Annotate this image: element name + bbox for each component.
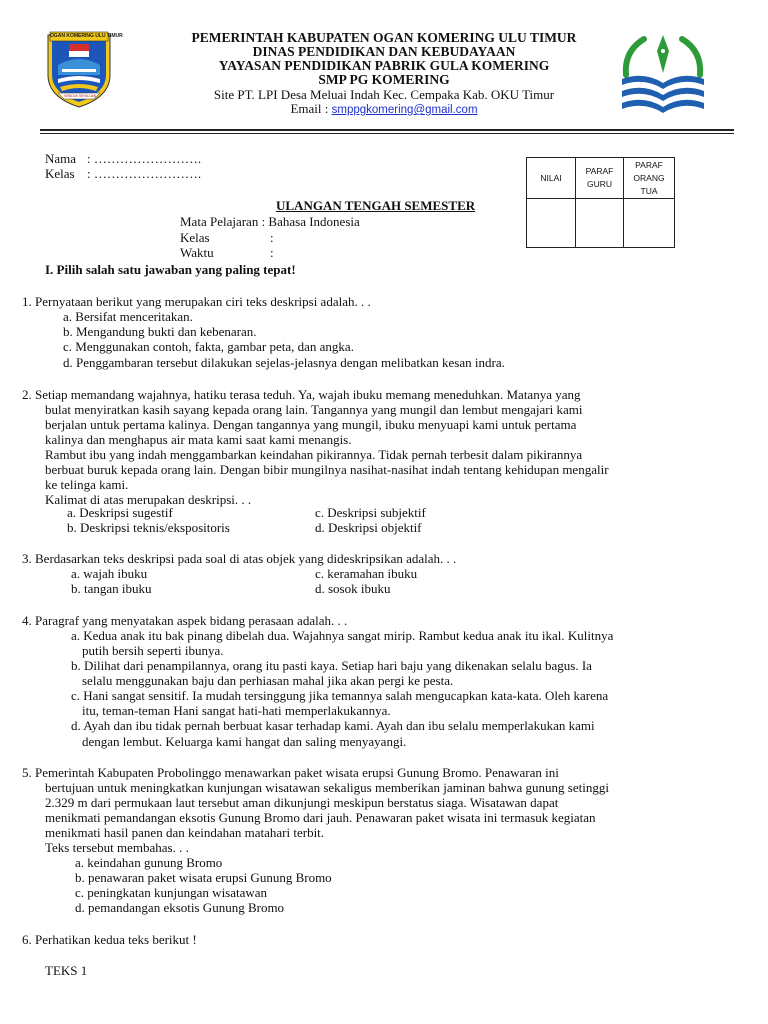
question-2-text-line5: Rambut ibu yang indah menggambarkan keindahan pikirannya. Tidak pernah terbesit dalam pikirannya	[45, 447, 583, 462]
question-2-text-line6: berbuat buruk kepada orang lain. Dengan bibir mungilnya nasihat-nasihat indah tentang kehidupan mengalir	[45, 462, 609, 477]
question-1-option-c[interactable]: c. Menggunakan contoh, fakta, gambar peta, dan angka.	[63, 339, 354, 354]
question-2-text-line1: 2. Setiap memandang wajahnya, hatiku terasa teduh. Ya, wajah ibuku memang meneduhkan. Matanya yang	[22, 387, 581, 402]
exam-class-label: Kelas	[180, 230, 210, 245]
header-department: DINAS PENDIDIKAN DAN KEBUDAYAAN	[252, 44, 516, 59]
question-6-text1-label: TEKS 1	[45, 963, 88, 978]
header-divider-thick	[40, 129, 734, 131]
student-name-value: : …………………….	[87, 151, 202, 166]
exam-title: ULANGAN TENGAH SEMESTER	[276, 198, 476, 213]
question-2-option-d[interactable]: d. Deskripsi objektif	[315, 520, 422, 535]
grade-score-cell[interactable]	[527, 199, 576, 248]
student-class-field	[45, 166, 201, 181]
student-name-field	[45, 151, 201, 166]
question-3-option-c[interactable]: c. keramahan ibuku	[315, 566, 418, 581]
question-6-stem: 6. Perhatikan kedua teks berikut !	[22, 932, 197, 947]
question-5-text-line2: bertujuan untuk meningkatkan kunjungan wisatawan sekaligus memberikan jaminan bahwa gunung setinggi	[45, 780, 609, 795]
question-5-text-line3: 2.329 m dari permukaan laut tersebut aman dikunjungi meskipun berstatus siaga. Wisatawan dapat	[45, 795, 559, 810]
question-5-text-line1: 5. Pemerintah Kabupaten Probolinggo menawarkan paket wisata erupsi Gunung Bromo. Penawaran ini	[22, 765, 559, 780]
grade-col-score: NILAI	[527, 158, 576, 199]
grade-teacher-sign-cell[interactable]	[576, 199, 624, 248]
grade-table	[526, 157, 675, 248]
crest-bottom-text: SEBIDUK SEHALUAN	[64, 94, 97, 98]
grade-parent-sign-cell[interactable]	[624, 199, 675, 248]
question-4-option-b-cont: selalu menggunakan baju dan perhiasan mahal jika akan pergi ke pesta.	[82, 673, 454, 688]
question-4-option-d[interactable]: d. Ayah dan ibu tidak pernah berbuat kasar terhadap kami. Ayah dan ibu selalu memperlakukan kami	[71, 718, 595, 733]
question-1-option-a[interactable]: a. Bersifat menceritakan.	[63, 309, 193, 324]
question-5-option-d[interactable]: d. pemandangan eksotis Gunung Bromo	[75, 900, 285, 915]
question-5-option-b[interactable]: b. penawaran paket wisata erupsi Gunung Bromo	[75, 870, 332, 885]
question-4-option-a[interactable]: a. Kedua anak itu bak pinang dibelah dua. Wajahnya sangat mirip. Rambut kedua anak itu ikal. Kulitnya	[71, 628, 614, 643]
header-school-name: SMP PG KOMERING	[318, 72, 450, 87]
question-2-text-line4: kalinya dan menghapus air mata kami saat kami menangis.	[45, 432, 352, 447]
exam-time-label: Waktu	[180, 245, 214, 260]
student-name-label: Nama	[45, 151, 77, 166]
question-3-option-b[interactable]: b. tangan ibuku	[71, 581, 152, 596]
question-3-option-d[interactable]: d. sosok ibuku	[315, 581, 391, 596]
question-5-option-a[interactable]: a. keindahan gunung Bromo	[75, 855, 223, 870]
question-5-text-line4: menikmati pemandangan eksotis Gunung Bromo dari jauh. Penawaran paket wisata ini termasuk kegiatan	[45, 810, 596, 825]
question-4-option-d-cont: dengan lembut. Keluarga kami hangat dan saling menyayangi.	[82, 734, 407, 749]
question-4-stem: 4. Paragraf yang menyatakan aspek bidang perasaan adalah. . .	[22, 613, 348, 628]
question-5-stem: Teks tersebut membahas. . .	[45, 840, 189, 855]
question-4-option-c[interactable]: c. Hani sangat sensitif. Ia mudah tersinggung jika temannya salah mengucapkan kata-kata. Oleh karena	[71, 688, 609, 703]
question-2-text-line3: berjalan untuk pertama kalinya. Dengan tangannya yang mungil, ibuku menyuapi kami untuk pertama	[45, 417, 577, 432]
header-address: Site PT. LPI Desa Meluai Indah Kec. Cempaka Kab. OKU Timur	[213, 87, 555, 102]
student-class-value: : …………………….	[87, 166, 202, 181]
question-2-option-b[interactable]: b. Deskripsi teknis/ekspositoris	[67, 520, 230, 535]
question-2-text-line7: ke telinga kami.	[45, 477, 129, 492]
question-1-stem: 1. Pernyataan berikut yang merupakan ciri teks deskripsi adalah. . .	[22, 294, 371, 309]
question-4-option-c-cont: itu, teman-teman Hani sangat hati-hati memperlakukannya.	[82, 703, 391, 718]
question-2-stem: Kalimat di atas merupakan deskripsi. . .	[45, 492, 252, 507]
question-5-option-c[interactable]: c. peningkatan kunjungan wisatawan	[75, 885, 268, 900]
question-4-option-a-cont: putih bersih seperti ibunya.	[82, 643, 224, 658]
question-2-text-line2: bulat menyiratkan kasih sayang kepada orang lain. Tangannya yang mungil dan lembut mengajari kami	[45, 402, 583, 417]
grade-col-parent-sign: PARAF ORANG TUA	[624, 158, 675, 199]
header-divider-thin	[40, 133, 734, 134]
question-4-option-b[interactable]: b. Dilihat dari penampilannya, orang itu pasti kaya. Setiap hari baju yang dikenakan selalu bagus. Ia	[71, 658, 592, 673]
header-foundation: YAYASAN PENDIDIKAN PABRIK GULA KOMERING	[218, 58, 550, 73]
question-1-option-b[interactable]: b. Mengandung bukti dan kebenaran.	[63, 324, 257, 339]
exam-class-colon: :	[270, 230, 274, 245]
email-label: Email :	[290, 101, 332, 116]
email-link[interactable]: smppgkomering@gmail.com	[331, 104, 478, 116]
question-1-option-d[interactable]: d. Penggambaran tersebut dilakukan sejelas-jelasnya dengan melibatkan kesan indra.	[63, 355, 505, 370]
question-2-option-c[interactable]: c. Deskripsi subjektif	[315, 505, 426, 520]
question-5-text-line5: menikmati hasil panen dan keindahan matahari terbit.	[45, 825, 325, 840]
exam-time-colon: :	[270, 245, 274, 260]
question-3-option-a[interactable]: a. wajah ibuku	[71, 566, 148, 581]
header-government: PEMERINTAH KABUPATEN OGAN KOMERING ULU TIMUR	[191, 30, 577, 45]
question-2-option-a[interactable]: a. Deskripsi sugestif	[67, 505, 173, 520]
section-instruction: I. Pilih salah satu jawaban yang paling tepat!	[45, 262, 296, 277]
question-3-stem: 3. Berdasarkan teks deskripsi pada soal di atas objek yang dideskripsikan adalah. . .	[22, 551, 457, 566]
crest-top-text: OGAN KOMERING ULU TIMUR	[50, 33, 123, 39]
student-class-label: Kelas	[45, 166, 75, 181]
exam-subject: Mata Pelajaran : Bahasa Indonesia	[180, 214, 360, 229]
header-email-line	[0, 101, 768, 118]
grade-col-teacher-sign: PARAF GURU	[576, 158, 624, 199]
